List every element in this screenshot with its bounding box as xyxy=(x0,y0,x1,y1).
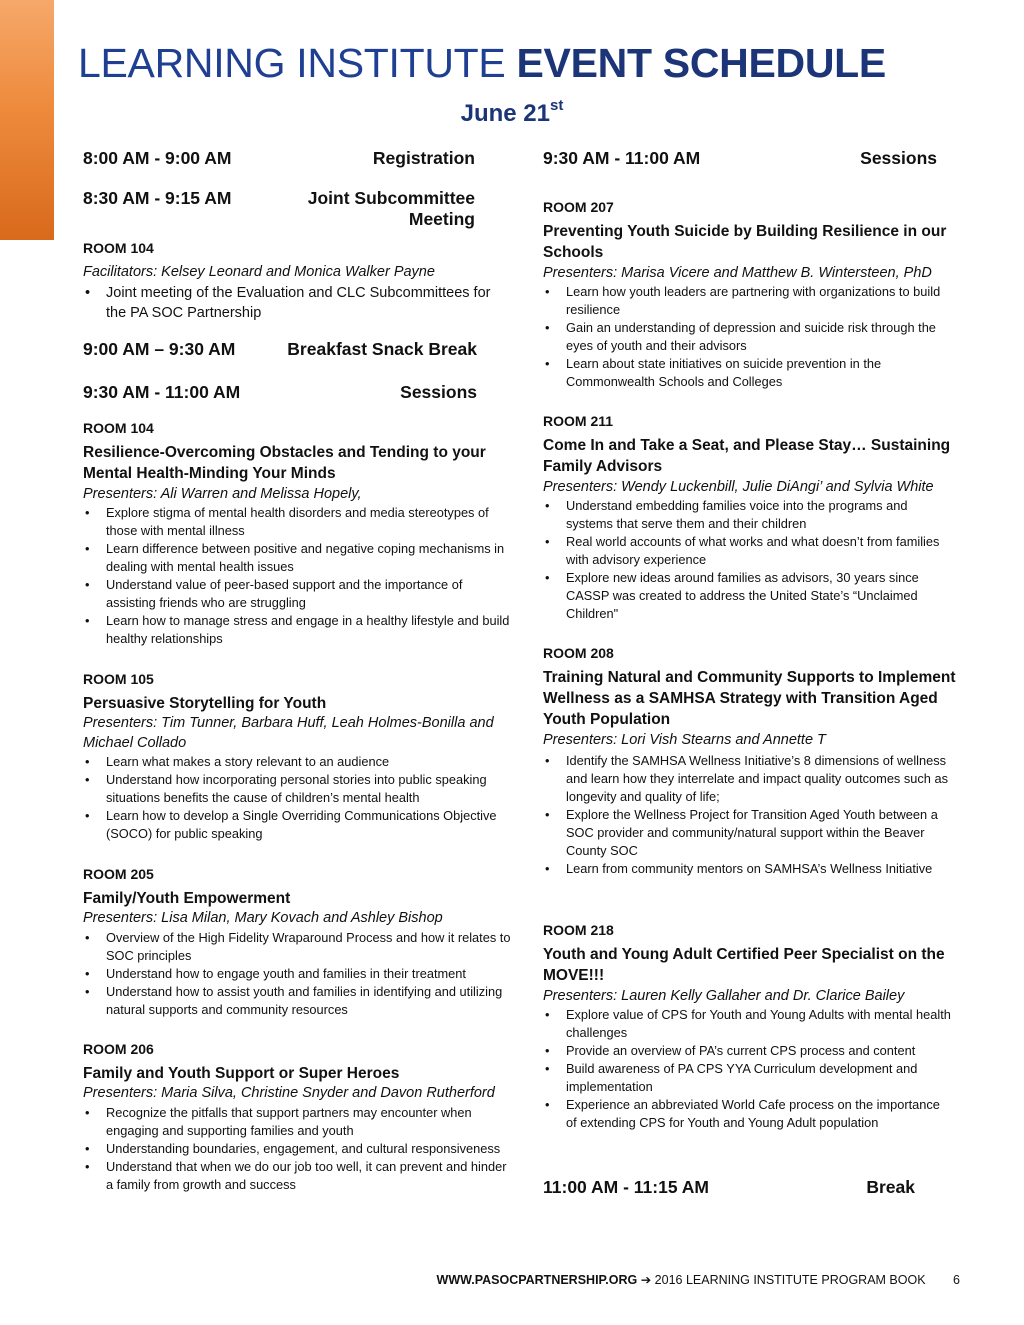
list-item: • Learn how to manage stress and engage in a healthy lifestyle and build healthy relationships xyxy=(83,612,511,648)
list-item: • Understand how to engage youth and families in their treatment xyxy=(83,965,511,983)
session-bullets xyxy=(83,504,511,648)
session-bullets xyxy=(543,283,953,391)
time-row-breakfast xyxy=(83,339,477,360)
list-item: • Understand embedding families voice into the programs and systems that serve them and their children xyxy=(543,497,953,533)
room-heading: ROOM 205 xyxy=(83,866,154,882)
session-bullets xyxy=(543,497,953,623)
time-label: 9:00 AM – 9:30 AM xyxy=(83,339,236,359)
list-item: • Learn what makes a story relevant to an audience xyxy=(83,753,511,771)
time-label: 8:30 AM - 9:15 AM xyxy=(83,188,232,208)
session-title: Family/Youth Empowerment xyxy=(83,890,291,907)
list-item: • Understanding boundaries, engagement, and cultural responsiveness xyxy=(83,1140,511,1158)
room-heading: ROOM 104 xyxy=(83,240,154,256)
list-item: • Learn how to develop a Single Overriding Communications Objective (SOCO) for public speaking xyxy=(83,807,511,843)
page-footer xyxy=(437,1272,960,1287)
presenters: Presenters: Lori Vish Stearns and Annette T xyxy=(543,732,826,748)
session-bullets xyxy=(83,1104,511,1194)
presenters: Presenters: Marisa Vicere and Matthew B. Wintersteen, PhD xyxy=(543,265,932,281)
activity-label: Registration xyxy=(372,148,475,168)
list-item: • Explore value of CPS for Youth and Young Adults with mental health challenges xyxy=(543,1006,953,1042)
time-label: 8:00 AM - 9:00 AM xyxy=(83,148,232,168)
arrow-right-icon: ➔ xyxy=(640,1273,652,1287)
activity-label: Breakfast Snack Break xyxy=(287,339,477,359)
session-bullets xyxy=(543,1006,953,1132)
session-bullets xyxy=(543,752,961,878)
session-title: Come In and Take a Seat, and Please Stay… Sustaining Family Advisors xyxy=(543,437,951,475)
list-item: • Learn how youth leaders are partnering with organizations to build resilience xyxy=(543,283,953,319)
presenters: Presenters: Lisa Milan, Mary Kovach and Ashley Bishop xyxy=(83,910,443,926)
list-item: • Overview of the High Fidelity Wraparound Process and how it relates to SOC principles xyxy=(83,929,511,965)
session-title: Family and Youth Support or Super Heroes xyxy=(83,1065,400,1082)
list-item: • Build awareness of PA CPS YYA Curriculum development and implementation xyxy=(543,1060,953,1096)
list-item: • Explore stigma of mental health disorders and media stereotypes of those with mental illness xyxy=(83,504,511,540)
list-item: • Gain an understanding of depression and suicide risk through the eyes of youth and their advisors xyxy=(543,319,953,355)
session-bullets xyxy=(83,929,511,1019)
room-heading: ROOM 206 xyxy=(83,1041,154,1057)
session-title: Training Natural and Community Supports to Implement Wellness as a SAMHSA Strategy with Transition Aged Youth Population xyxy=(543,669,956,728)
session-title: Preventing Youth Suicide by Building Resilience in our Schools xyxy=(543,223,947,261)
session-bullets xyxy=(83,753,511,843)
activity-label: Sessions xyxy=(400,382,477,402)
presenters: Presenters: Lauren Kelly Gallaher and Dr. Clarice Bailey xyxy=(543,988,905,1004)
time-row-registration xyxy=(83,148,475,169)
website-link[interactable]: WWW.PASOCPARTNERSHIP.ORG xyxy=(436,1273,638,1287)
presenters: Presenters: Tim Tunner, Barbara Huff, Leah Holmes-Bonilla and Michael Collado xyxy=(83,715,494,751)
list-item: • Joint meeting of the Evaluation and CLC Subcommittees for the PA SOC Partnership xyxy=(83,283,511,323)
list-item: • Understand how incorporating personal stories into public speaking situations benefits the cause of children’s mental health xyxy=(83,771,511,807)
page-number: 6 xyxy=(953,1273,960,1287)
list-item: • Learn difference between positive and negative coping mechanisms in dealing with mental health issues xyxy=(83,540,511,576)
list-item: • Identify the SAMHSA Wellness Initiative’s 8 dimensions of wellness and learn how they interrelate and impact quality outcomes such as longevity and quality of life; xyxy=(543,752,961,806)
room-heading: ROOM 218 xyxy=(543,922,614,938)
room-heading: ROOM 207 xyxy=(543,199,614,215)
presenters: Presenters: Ali Warren and Melissa Hopely, xyxy=(83,486,362,502)
list-item: • Understand how to assist youth and families in identifying and utilizing natural supports and community resources xyxy=(83,983,511,1019)
session-title: Youth and Young Adult Certified Peer Specialist on the MOVE!!! xyxy=(543,946,945,984)
list-item: • Understand that when we do our job too well, it can prevent and hinder a family from growth and success xyxy=(83,1158,511,1194)
list-item: • Explore new ideas around families as advisors, 30 years since CASSP was created to address the United State’s “Unclaimed Children" xyxy=(543,569,953,623)
time-row-break xyxy=(543,1177,915,1198)
time-label: 9:30 AM - 11:00 AM xyxy=(543,148,701,168)
time-label: 11:00 AM - 11:15 AM xyxy=(543,1177,709,1197)
program-book-label: 2016 LEARNING INSTITUTE PROGRAM BOOK xyxy=(651,1273,926,1287)
session-title: Resilience-Overcoming Obstacles and Tending to your Mental Health-Minding Your Minds xyxy=(83,444,486,482)
room-heading: ROOM 208 xyxy=(543,645,614,661)
activity-label: Joint Subcommittee Meeting xyxy=(307,188,475,229)
room-heading: ROOM 105 xyxy=(83,671,154,687)
list-item: • Learn about state initiatives on suicide prevention in the Commonwealth Schools and Colleges xyxy=(543,355,953,391)
session-title: Persuasive Storytelling for Youth xyxy=(83,695,327,712)
time-row-sessions xyxy=(83,382,477,403)
room-heading: ROOM 104 xyxy=(83,420,154,436)
meeting-bullets xyxy=(83,283,511,323)
time-row-sessions xyxy=(543,148,937,169)
event-date: June 21st xyxy=(460,97,564,127)
presenters: Presenters: Maria Silva, Christine Snyder and Davon Rutherford xyxy=(83,1085,495,1101)
list-item: • Learn from community mentors on SAMHSA’s Wellness Initiative xyxy=(543,860,961,878)
list-item: • Recognize the pitfalls that support partners may encounter when engaging and supporting families and youth xyxy=(83,1104,511,1140)
time-row-subcommittee xyxy=(83,188,475,230)
list-item: • Explore the Wellness Project for Transition Aged Youth between a SOC provider and community/natural support within the Beaver County SOC xyxy=(543,806,961,860)
facilitators: Facilitators: Kelsey Leonard and Monica Walker Payne xyxy=(83,264,435,280)
list-item: • Provide an overview of PA’s current CPS process and content xyxy=(543,1042,953,1060)
page-title: LEARNING INSTITUTE EVENT SCHEDULE xyxy=(78,40,886,86)
activity-label: Sessions xyxy=(860,148,937,168)
list-item: • Real world accounts of what works and what doesn’t from families with advisory experience xyxy=(543,533,953,569)
room-heading: ROOM 211 xyxy=(543,413,614,429)
list-item: • Understand value of peer-based support and the importance of assisting friends who are struggling xyxy=(83,576,511,612)
activity-label: Break xyxy=(866,1177,915,1197)
list-item: • Experience an abbreviated World Cafe process on the importance of extending CPS for Youth and Young Adult population xyxy=(543,1096,953,1132)
presenters: Presenters: Wendy Luckenbill, Julie DiAngi’ and Sylvia White xyxy=(543,479,934,495)
time-label: 9:30 AM - 11:00 AM xyxy=(83,382,241,402)
